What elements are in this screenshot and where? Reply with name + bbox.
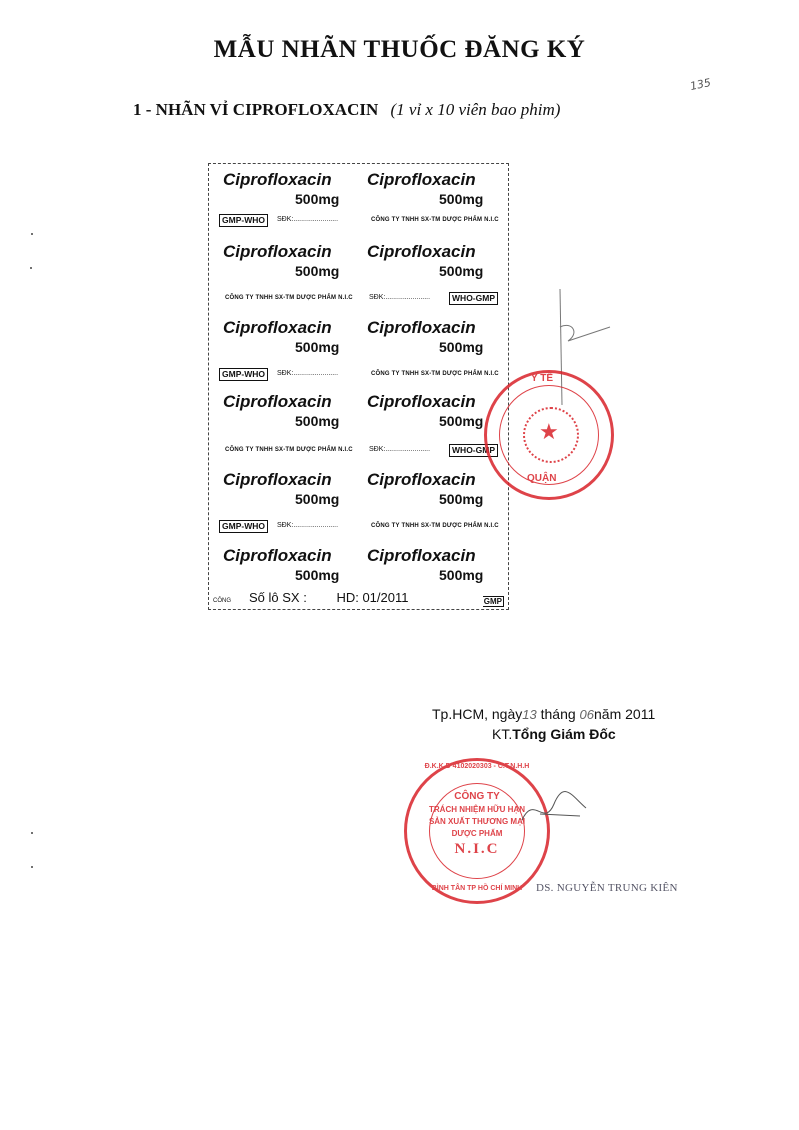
product-dose: 500mg: [295, 491, 340, 507]
product-name: Ciprofloxacin: [223, 242, 332, 261]
tablet-cell: [367, 470, 483, 507]
year-label: năm 2011: [594, 706, 656, 722]
scan-dot: [31, 233, 33, 235]
company-name: CÔNG TY TNHH SX-TM DƯỢC PHẨM N.I.C: [225, 447, 353, 453]
signer-role: [492, 726, 616, 742]
company-name: CÔNG TY TNHH SX-TM DƯỢC PHẨM N.I.C: [371, 217, 499, 223]
info-band: [219, 214, 498, 230]
corner-gmp-fragment: GMP: [483, 597, 502, 606]
product-dose: 500mg: [439, 339, 484, 355]
health-department-stamp: [484, 370, 614, 500]
role-title: Tổng Giám Đốc: [512, 726, 616, 742]
month-handwritten: 06: [579, 707, 595, 722]
product-dose: 500mg: [295, 567, 340, 583]
page-title: MẪU NHÃN THUỐC ĐĂNG KÝ: [213, 36, 586, 63]
page-number: 135: [688, 75, 713, 94]
section-label: 1 - NHÃN VỈ CIPROFLOXACIN: [133, 100, 379, 119]
tablet-cell: [367, 170, 483, 207]
product-dose: 500mg: [439, 567, 484, 583]
place-prefix: Tp.HCM, ngày: [432, 706, 523, 722]
tablet-cell: [223, 546, 339, 583]
company-stamp: [404, 758, 550, 904]
stamp-line-5: N.I.C: [454, 841, 500, 857]
product-dose: 500mg: [439, 413, 484, 429]
product-name: Ciprofloxacin: [367, 170, 476, 189]
tablet-cell: [367, 392, 483, 429]
expiry-label: HD: 01/2011: [336, 590, 409, 605]
tablet-cell: [223, 392, 339, 429]
tablet-cell: [367, 546, 483, 583]
signer-name: DS. NGUYỄN TRUNG KIÊN: [536, 882, 678, 894]
product-name: Ciprofloxacin: [367, 470, 476, 489]
tablet-cell: [367, 318, 483, 355]
scan-dot: [31, 832, 33, 834]
info-band: [219, 444, 498, 460]
product-dose: 500mg: [295, 263, 340, 279]
product-dose: 500mg: [295, 413, 340, 429]
section-heading: [133, 100, 560, 120]
product-dose: 500mg: [439, 191, 484, 207]
info-band: [219, 292, 498, 308]
registration-number: SĐK:.......................: [369, 446, 431, 453]
signature-scribble: [520, 790, 590, 830]
product-name: Ciprofloxacin: [223, 392, 332, 411]
date-line: [432, 706, 655, 722]
who-gmp-badge: WHO-GMP: [449, 292, 498, 305]
product-name: Ciprofloxacin: [223, 170, 332, 189]
blister-label: [208, 163, 509, 610]
registration-number: SĐK:.......................: [369, 294, 431, 301]
stamp-line-2: TRÁCH NHIỆM HỮU HẠN: [429, 805, 525, 814]
tablet-cell: [223, 470, 339, 507]
product-dose: 500mg: [439, 263, 484, 279]
company-name: CÔNG TY TNHH SX-TM DƯỢC PHẨM N.I.C: [371, 371, 499, 377]
product-name: Ciprofloxacin: [223, 318, 332, 337]
role-prefix: KT.: [492, 726, 513, 742]
product-dose: 500mg: [439, 491, 484, 507]
tablet-cell: [223, 242, 339, 279]
stamp-rim-bottom: BÌNH TÂN TP HỒ CHÍ MINH: [431, 885, 523, 892]
product-name: Ciprofloxacin: [367, 546, 476, 565]
product-dose: 500mg: [295, 191, 340, 207]
product-name: Ciprofloxacin: [367, 392, 476, 411]
star-icon: ★: [539, 419, 559, 444]
gmp-who-badge: GMP-WHO: [219, 214, 268, 227]
month-label: tháng: [540, 706, 576, 722]
lot-label: Số lô SX :: [249, 590, 307, 605]
tablet-cell: [223, 318, 339, 355]
registration-number: SĐK:.......................: [277, 370, 339, 377]
day-handwritten: 13: [522, 707, 537, 722]
stamp-line-4: DƯỢC PHẨM: [451, 829, 503, 838]
stamp-side-text: QUẬN: [527, 473, 557, 484]
product-name: Ciprofloxacin: [223, 546, 332, 565]
company-name: CÔNG TY TNHH SX-TM DƯỢC PHẨM N.I.C: [371, 523, 499, 529]
corner-company-fragment: CÔNG: [213, 598, 231, 604]
gmp-who-badge: GMP-WHO: [219, 368, 268, 381]
stamp-line-1: CÔNG TY: [454, 791, 500, 802]
product-name: Ciprofloxacin: [367, 242, 476, 261]
stamp-top-text: Y TẾ: [531, 373, 554, 384]
section-note: (1 vỉ x 10 viên bao phim): [390, 100, 561, 119]
tablet-cell: [223, 170, 339, 207]
scan-dot: [31, 866, 33, 868]
gmp-who-badge: GMP-WHO: [219, 520, 268, 533]
stamp-rim-text: Đ.K.K.D 4102020303 - C.T.N.H.H: [424, 763, 530, 770]
stamp-line-3: SẢN XUẤT THƯƠNG MẠI: [428, 817, 526, 826]
who-gmp-badge: WHO-GMP: [449, 444, 498, 457]
product-name: Ciprofloxacin: [367, 318, 476, 337]
info-band: [219, 368, 498, 384]
registration-number: SĐK:.......................: [277, 522, 339, 529]
lot-line: [249, 590, 434, 605]
product-name: Ciprofloxacin: [223, 470, 332, 489]
blister-grid: [215, 170, 502, 603]
company-name: CÔNG TY TNHH SX-TM DƯỢC PHẨM N.I.C: [225, 295, 353, 301]
info-band: [219, 520, 498, 536]
registration-number: SĐK:.......................: [277, 216, 339, 223]
tablet-cell: [367, 242, 483, 279]
product-dose: 500mg: [295, 339, 340, 355]
scan-dot: [30, 267, 32, 269]
